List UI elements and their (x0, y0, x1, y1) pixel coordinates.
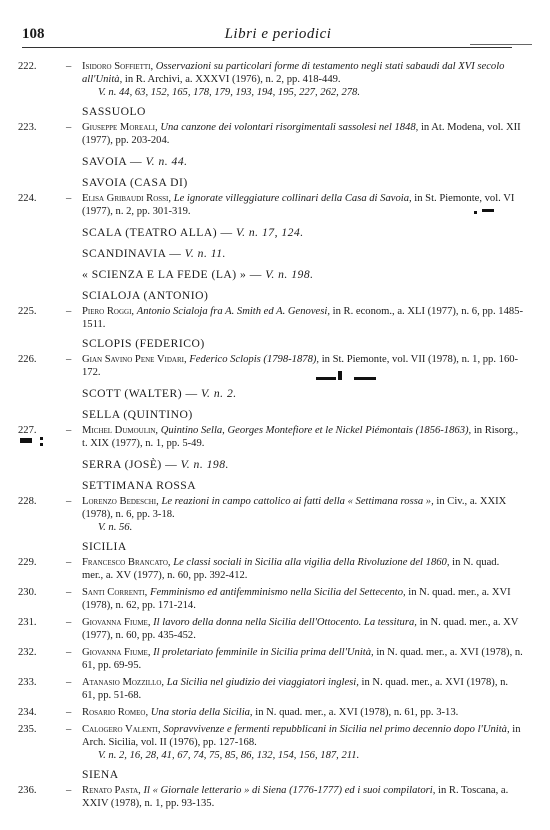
entry-dash: – (66, 193, 72, 204)
entry-author: Francesco Brancato, (82, 557, 171, 568)
entry-author: Elisa Gribaudi Rossi, (82, 193, 172, 204)
heading-cross-reference: V. n. 11. (184, 247, 226, 260)
entry-publication: in N. quad. mer., a. XVI (1978), n. 61, pp. 69-95. (82, 647, 523, 671)
heading-text: SCLOPIS (FEDERICO) (82, 337, 205, 350)
entry-author: Giuseppe Moreali, (82, 122, 158, 133)
bibliography-entry (18, 676, 523, 702)
entry-publication: in R. Archivi, a. XXXVI (1976), n. 2, pp. 418-449. (124, 74, 341, 85)
entry-author: Santi Correnti, (82, 587, 148, 598)
entry-title: Antonio Scialoja fra A. Smith ed A. Genovesi, (136, 306, 330, 317)
entry-dash: – (66, 306, 72, 317)
entry-author: Giovanna Fiume, (82, 617, 151, 628)
heading-cross-reference: V. n. 2. (200, 387, 237, 400)
entry-publication: in Arch. Sicilia, vol. II (1976), pp. 127-168. (82, 724, 521, 748)
scan-mark-sella-c (40, 443, 43, 446)
entry-publication: in N. quad. mer., a. XV (1977), n. 60, pp. 435-452. (82, 617, 519, 641)
section-heading (18, 458, 523, 471)
section-heading (18, 408, 523, 421)
section-heading (18, 479, 523, 492)
entry-cross-reference: V. n. 2, 16, 28, 41, 67, 74, 75, 85, 86, 132, 154, 156, 187, 211. (98, 750, 360, 761)
entry-title: Quintino Sella, Georges Montefiore et le Nickel Piémontais (1856-1863), (160, 425, 472, 436)
entry-number: 222. (18, 61, 37, 72)
entry-publication: in Risorg., t. XIX (1977), n. 1, pp. 5-49. (82, 425, 519, 449)
entry-number: 228. (18, 496, 37, 507)
bibliography-entry (18, 305, 523, 331)
section-heading (18, 289, 523, 302)
entry-number: 225. (18, 306, 37, 317)
scan-mark-sclopis-c (354, 377, 376, 380)
scan-mark-sella-b (40, 437, 43, 440)
running-title: Libri e periodici (224, 26, 332, 42)
entry-publication: in R. econom., a. XLI (1977), n. 6, pp. 1485-1511. (82, 306, 523, 330)
entry-number: 226. (18, 354, 37, 365)
bibliography-entry (18, 192, 523, 218)
entry-dash: – (66, 677, 72, 688)
entry-publication: in R. Toscana, a. XXIV (1978), n. 1, pp. 93-135. (82, 785, 509, 809)
entry-publication: in Civ., a. XXIX (1978), n. 6, pp. 3-18. (82, 496, 507, 520)
entry-author: Giovanna Fiume, (82, 647, 151, 658)
heading-cross-reference: V. n. 17, 124. (236, 226, 304, 239)
section-heading (18, 105, 523, 118)
entry-title: Le classi sociali in Sicilia alla vigilia della Rivoluzione del 1860, (173, 557, 450, 568)
bibliography-entry (18, 616, 523, 642)
scan-mark-sclopis-b (338, 371, 342, 380)
page-number: 108 (22, 26, 45, 42)
page-header (22, 26, 534, 46)
heading-text: SAVOIA (CASA DI) (82, 176, 188, 189)
entry-number: 224. (18, 193, 37, 204)
entry-title: Una canzone dei volontari risorgimentali sassolesi nel 1848, (160, 122, 419, 133)
heading-text: « SCIENZA E LA FEDE (LA) » — (82, 268, 266, 281)
entry-number: 227. (18, 425, 37, 436)
section-heading (18, 540, 523, 553)
entry-number: 231. (18, 617, 37, 628)
section-heading (18, 176, 523, 189)
entry-dash: – (66, 557, 72, 568)
entry-title: Sopravvivenze e fermenti repubblicani in Sicilia nel primo decennio dopo l'Unità, (163, 724, 510, 735)
entry-publication: in At. Modena, vol. XII (1977), pp. 203-204. (82, 122, 521, 146)
heading-cross-reference: V. n. 198. (265, 268, 314, 281)
entry-author: Atanasio Mozzillo, (82, 677, 165, 688)
heading-cross-reference: V. n. 44. (145, 155, 188, 168)
entry-cross-reference: V. n. 56. (98, 522, 133, 533)
header-rule (22, 47, 512, 48)
section-heading (18, 226, 523, 239)
entry-author: Gian Savino Pene Vidari, (82, 354, 187, 365)
heading-text: SETTIMANA ROSSA (82, 479, 197, 492)
section-heading (18, 768, 523, 781)
heading-text: SERRA (JOSÈ) — (82, 458, 181, 471)
entry-title: Federico Sclopis (1798-1878), (189, 354, 320, 365)
entry-number: 235. (18, 724, 37, 735)
entry-publication: in N. quad. mer., a. XVI (1978), n. 61, pp. 51-68. (82, 677, 509, 701)
bibliography-entry (18, 60, 523, 99)
entry-title: Il lavoro della donna nella Sicilia dell'Ottocento. La tessitura, (153, 617, 417, 628)
entry-publication: in St. Piemonte, vol. VI (1977), n. 2, pp. 301-319. (82, 193, 515, 217)
entry-dash: – (66, 617, 72, 628)
bibliography-entry (18, 495, 523, 534)
bibliography-entry (18, 646, 523, 672)
heading-text: SAVOIA — (82, 155, 146, 168)
entry-dash: – (66, 785, 72, 796)
bibliography-entry (18, 784, 523, 810)
section-heading (18, 387, 523, 400)
bibliography-entry (18, 353, 523, 379)
entry-dash: – (66, 647, 72, 658)
entry-dash: – (66, 354, 72, 365)
entry-title: Femminismo ed antifemminismo nella Sicilia del Settecento, (149, 587, 406, 598)
header-rule-short (470, 44, 532, 45)
entry-dash: – (66, 122, 72, 133)
entry-title: Le ignorate villeggiature collinari della Casa di Savoia, (173, 193, 412, 204)
entry-number: 236. (18, 785, 37, 796)
entry-author: Calogero Valenti, (82, 724, 161, 735)
entry-title: Una storia della Sicilia, (150, 707, 253, 718)
entry-author: Lorenzo Bedeschi, (82, 496, 159, 507)
entry-number: 234. (18, 707, 37, 718)
entry-author: Isidoro Soffietti, (82, 61, 154, 72)
heading-text: SICILIA (82, 540, 127, 553)
entry-number: 230. (18, 587, 37, 598)
heading-cross-reference: V. n. 198. (180, 458, 229, 471)
scan-mark-sella-a (20, 438, 32, 443)
bibliography-entry (18, 121, 523, 147)
entry-dash: – (66, 724, 72, 735)
entry-dash: – (66, 496, 72, 507)
entry-dash: – (66, 425, 72, 436)
section-heading (18, 247, 523, 260)
heading-text: SCOTT (WALTER) — (82, 387, 201, 400)
bibliography-entry (18, 723, 523, 762)
entry-author: Michel Dumoulin, (82, 425, 159, 436)
entry-number: 229. (18, 557, 37, 568)
entry-author: Piero Roggi, (82, 306, 135, 317)
entry-number: 223. (18, 122, 37, 133)
entry-title: Le reazioni in campo cattolico ai fatti della « Settimana rossa », (161, 496, 434, 507)
heading-text: SCALA (TEATRO ALLA) — (82, 226, 236, 239)
entry-dash: – (66, 587, 72, 598)
entry-title: Osservazioni su particolari forme di testamento negli stati sabaudi dal XVI secolo all'Unità, (82, 61, 505, 85)
entry-cross-reference: V. n. 44, 63, 152, 165, 178, 179, 193, 194, 195, 227, 262, 278. (98, 87, 361, 98)
entry-dash: – (66, 61, 72, 72)
heading-text: SIENA (82, 768, 119, 781)
heading-text: SELLA (QUINTINO) (82, 408, 193, 421)
section-heading (18, 337, 523, 350)
bibliography-list (18, 60, 523, 814)
entry-dash: – (66, 707, 72, 718)
section-heading (18, 155, 523, 168)
bibliography-entry (18, 706, 523, 719)
entry-title: Il « Giornale letterario » di Siena (1776-1777) ed i suoi compilatori, (143, 785, 436, 796)
entry-author: Renato Pasta, (82, 785, 141, 796)
scan-mark-savoia-dot (474, 211, 477, 214)
heading-text: SCIALOJA (ANTONIO) (82, 289, 209, 302)
entry-title: Il proletariato femminile in Sicilia prima dell'Unità, (153, 647, 374, 658)
entry-publication: in St. Piemonte, vol. VII (1978), n. 1, pp. 160-172. (82, 354, 519, 378)
section-heading (18, 268, 523, 281)
entry-publication: in N. quad. mer., a. XV (1977), n. 60, pp. 392-412. (82, 557, 500, 581)
entry-publication: in N. quad. mer., a. XVI (1978), n. 62, pp. 171-214. (82, 587, 511, 611)
entry-author: Rosario Romeo, (82, 707, 149, 718)
bibliography-entry (18, 424, 523, 450)
entry-number: 232. (18, 647, 37, 658)
entry-publication: in N. quad. mer., a. XVI (1978), n. 61, pp. 3-13. (255, 707, 459, 718)
heading-text: SCANDINAVIA — (82, 247, 185, 260)
scan-mark-savoia (482, 209, 494, 212)
bibliography-entry (18, 586, 523, 612)
bibliography-entry (18, 556, 523, 582)
heading-text: SASSUOLO (82, 105, 146, 118)
entry-title: La Sicilia nel giudizio dei viaggiatori inglesi, (166, 677, 359, 688)
scan-mark-sclopis-a (316, 377, 336, 380)
entry-number: 233. (18, 677, 37, 688)
